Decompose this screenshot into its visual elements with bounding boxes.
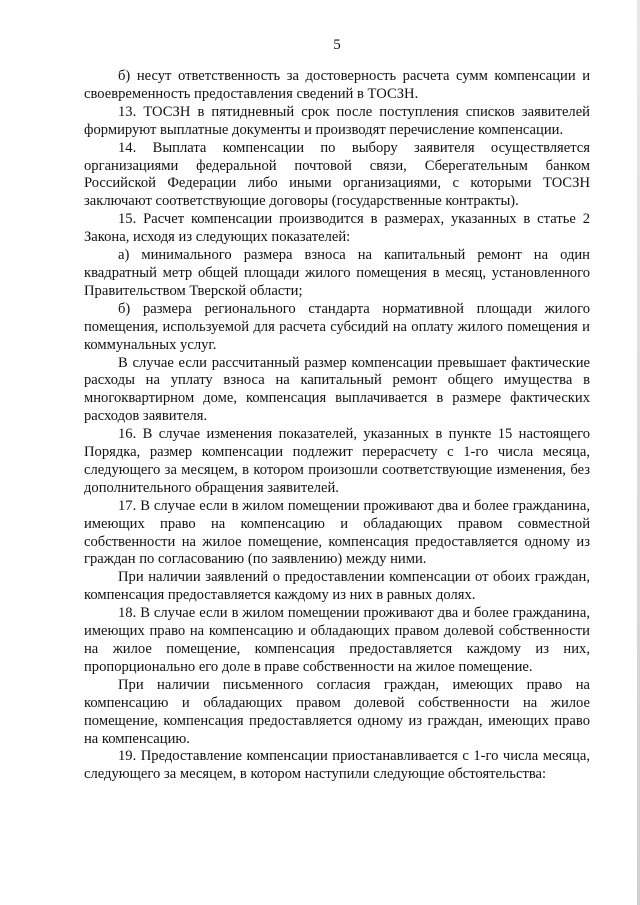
page-number: 5 [333, 37, 341, 53]
paragraph-13: 13. ТОСЗН в пятидневный срок после поступления списков заявителей формируют выплатные документы и производят перечисление компенсации. [84, 103, 590, 138]
paragraph-12b: б) несут ответственность за достоверность расчета сумм компенсации и своевременность предоставления сведений в ТОСЗН. [84, 68, 590, 102]
paragraph-16: 16. В случае изменения показателей, указанных в пункте 15 настоящего Порядка, размер компенсации подлежит перерасчету с 1-го числа месяца, следующего за месяцем, в котором произошли соответствующие изменения, без дополнительного обращения заявителей. [84, 426, 590, 496]
paragraph-18: 18. В случае если в жилом помещении проживают два и более гражданина, имеющих право на компенсацию и обладающих правом долевой собственности на жилое помещение, компенсация предоставляется каждому из них, пропорционально его доле в праве собственности на жилое помещение. [84, 605, 590, 675]
paragraph-17-note: При наличии заявлений о предоставлении компенсации от обоих граждан, компенсация предоставляется каждому из них в равных долях. [84, 569, 590, 604]
paragraph-18-note: При наличии письменного согласия граждан, имеющих право на компенсацию и обладающих правом долевой собственности на жилое помещение, компенсация предоставляется одному из граждан, имеющих право на компенсацию. [84, 676, 590, 747]
paragraph-15a: а) минимального размера взноса на капитальный ремонт на один квадратный метр общей площади жилого помещения в месяц, установленного Правительством Тверской области; [84, 247, 590, 299]
paragraph-15: 15. Расчет компенсации производится в размерах, указанных в статье 2 Закона, исходя из следующих показателей: [84, 211, 590, 246]
paragraph-17: 17. В случае если в жилом помещении проживают два и более гражданина, имеющих право на компенсацию и обладающих правом совместной собственности на жилое помещение, компенсация предоставляется одному из граждан по согласованию (по заявлению) между ними. [84, 497, 590, 568]
paragraph-15-note: В случае если рассчитанный размер компенсации превышает фактические расходы на уплату взноса на капитальный ремонт общего имущества в многоквартирном доме, компенсация выплачивается в размере фактических расходов заявителя. [84, 354, 590, 425]
paragraph-14: 14. Выплата компенсации по выбору заявителя осуществляется организациями федеральной почтовой связи, Сберегательным банком Российской Федерации либо иными организациями, с которыми ТОСЗН заключают соответствующие договоры (государственные контракты). [84, 139, 590, 210]
document-body [84, 68, 590, 784]
paragraph-15b: б) размера регионального стандарта нормативной площади жилого помещения, используемой для расчета субсидий на оплату жилого помещения и коммунальных услуг. [84, 300, 590, 353]
paragraph-19: 19. Предоставление компенсации приостанавливается с 1-го числа месяца, следующего за месяцем, в котором наступили следующие обстоятельства: [84, 748, 590, 783]
